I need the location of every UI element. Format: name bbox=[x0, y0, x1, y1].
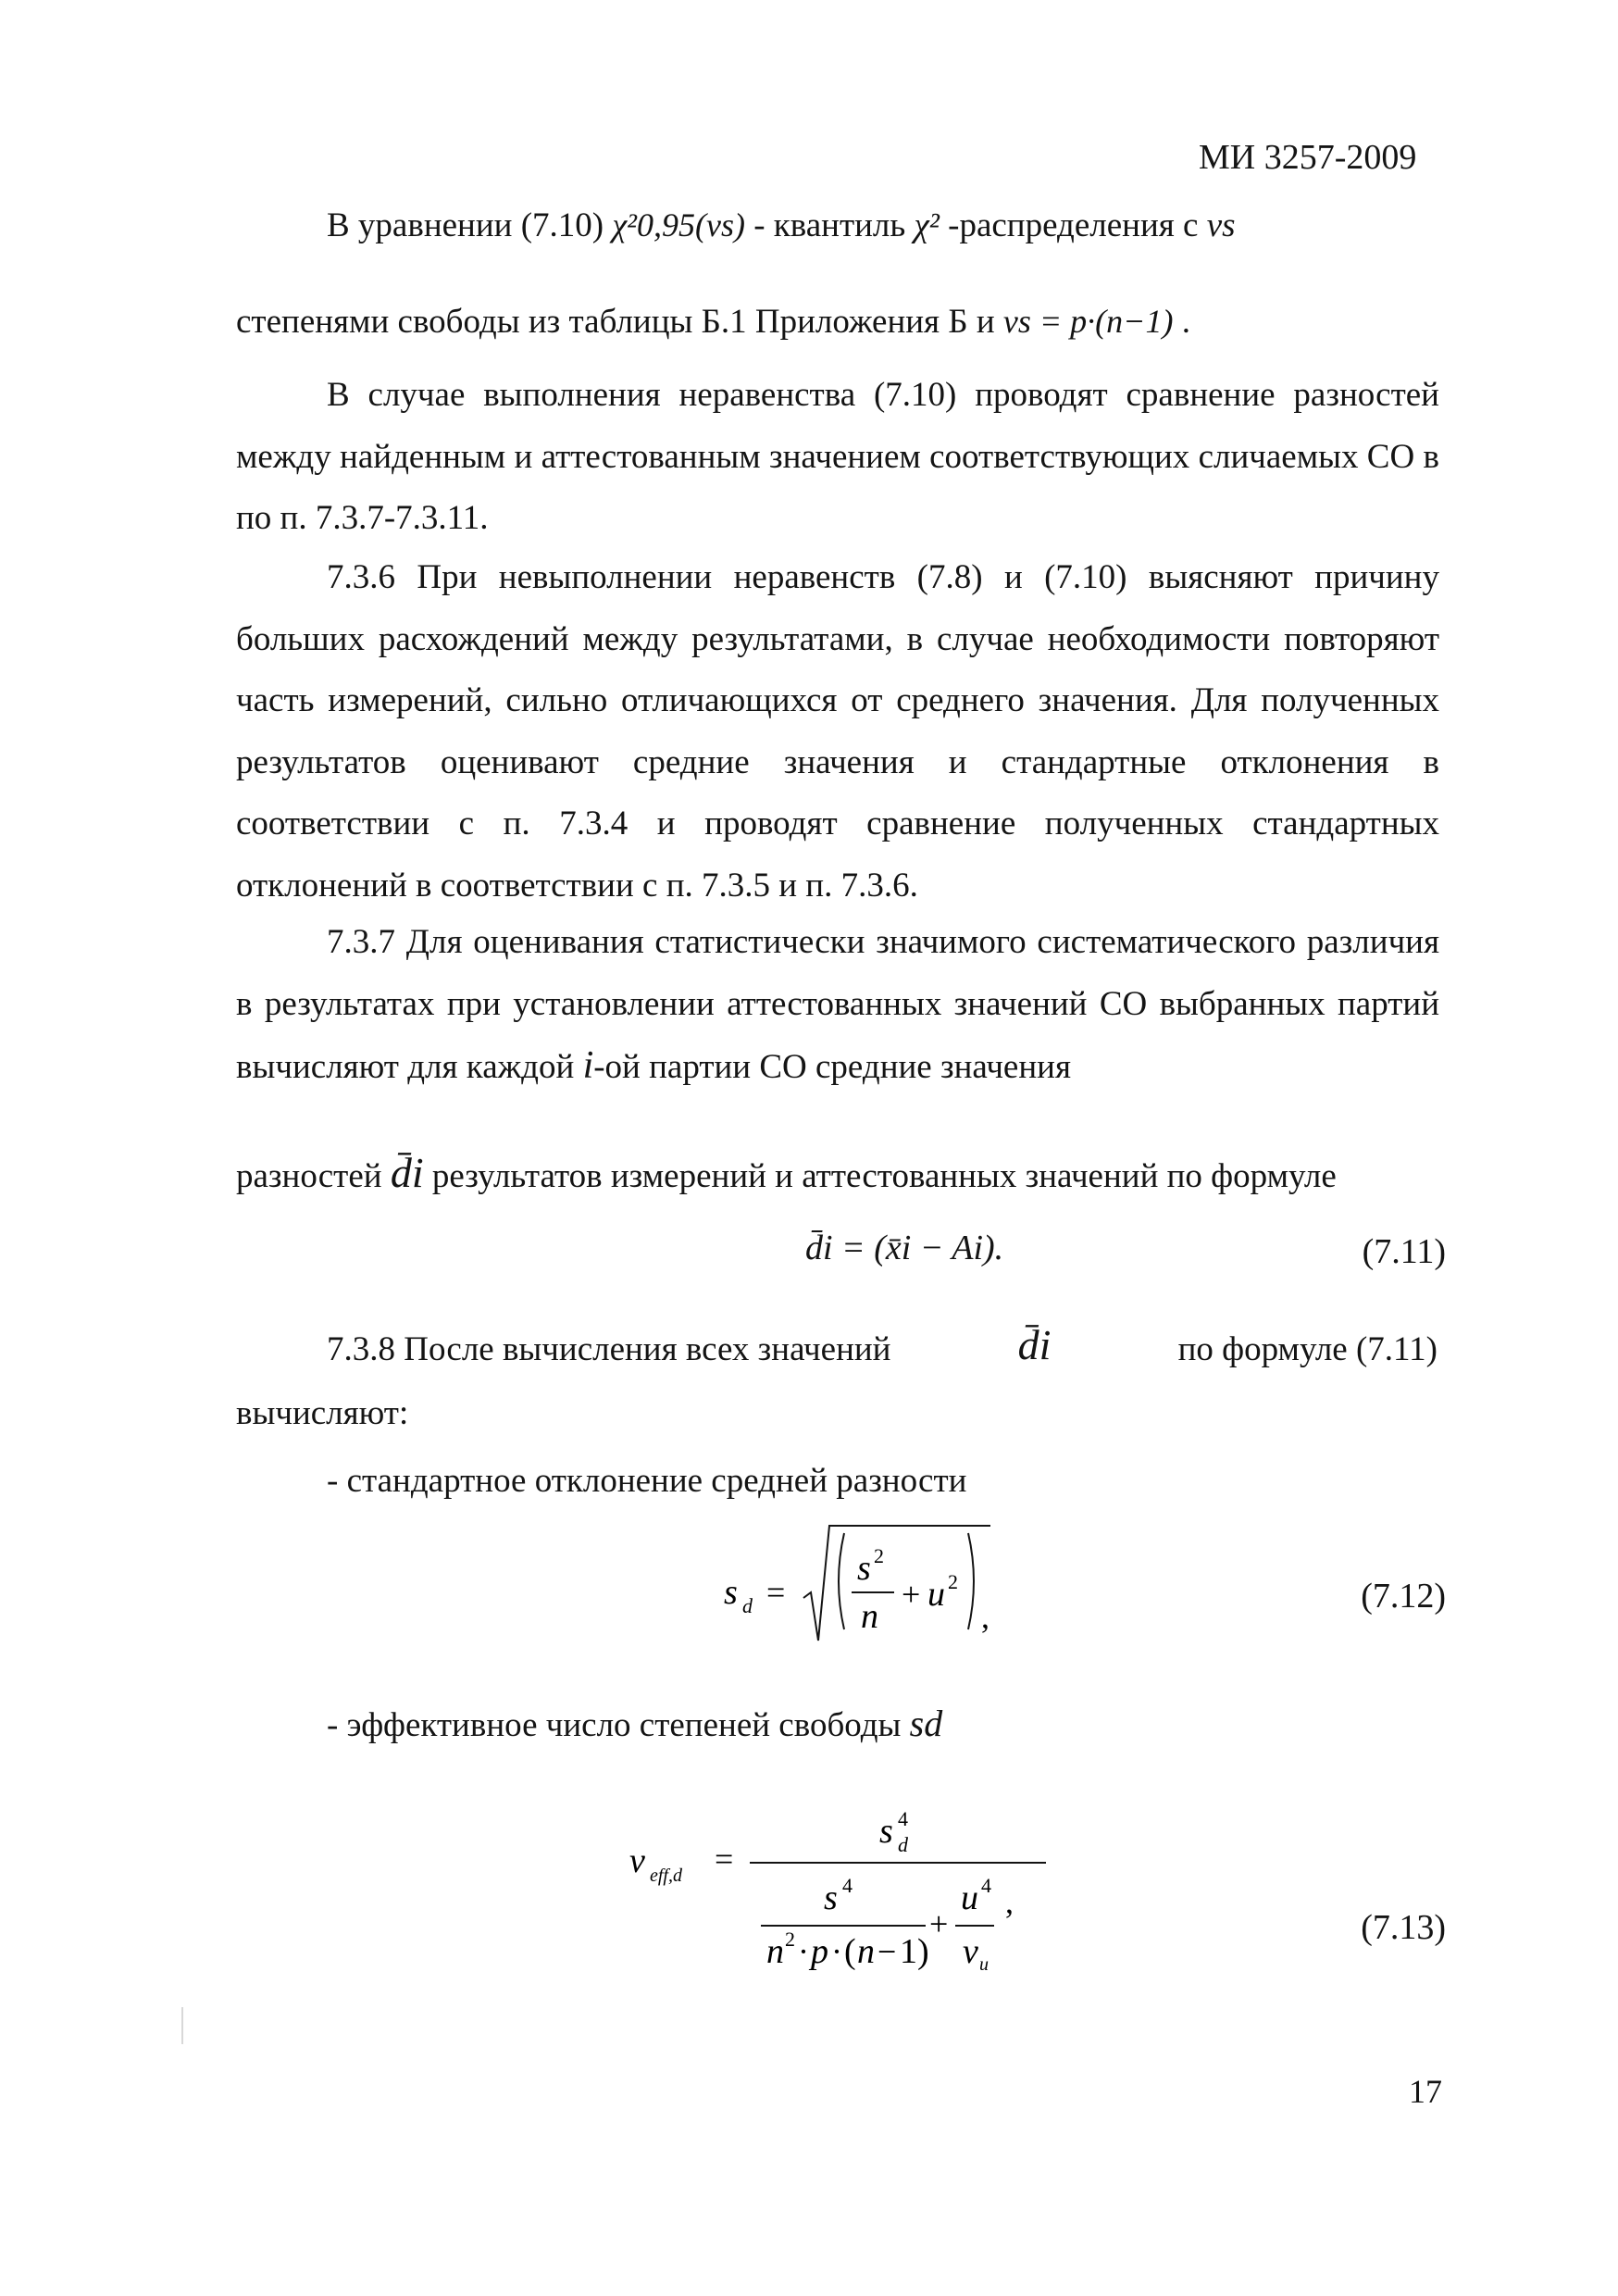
list-item-std-deviation: - стандартное отклонение средней разности bbox=[327, 1462, 967, 1500]
svg-text:=: = bbox=[766, 1574, 786, 1611]
text-segment: 7.3.8 После вычисления всех значений bbox=[327, 1330, 891, 1368]
paragraph-chi-quantile-line2 bbox=[236, 302, 1190, 342]
svg-text:ν: ν bbox=[629, 1841, 645, 1880]
paragraph-7-3-8 bbox=[327, 1321, 1438, 1369]
paragraph-chi-quantile bbox=[327, 206, 1438, 245]
text-segment: -ой партии СО средние значения bbox=[593, 1048, 1071, 1086]
equation-7-11: d̄i = (x̄i − Ai). bbox=[805, 1229, 1004, 1267]
svg-text:s: s bbox=[879, 1812, 893, 1851]
d-bar-symbol: d̄i bbox=[390, 1149, 424, 1196]
svg-text:n: n bbox=[857, 1932, 875, 1971]
svg-text:u: u bbox=[961, 1878, 978, 1917]
svg-text:d: d bbox=[898, 1833, 908, 1856]
svg-text:=: = bbox=[715, 1841, 734, 1878]
paragraph-7-3-8-line2: вычисляют: bbox=[236, 1394, 409, 1432]
svg-text:s: s bbox=[857, 1549, 871, 1588]
svg-text:+: + bbox=[902, 1576, 921, 1613]
svg-text:2: 2 bbox=[785, 1928, 795, 1951]
svg-text:(: ( bbox=[844, 1932, 856, 1971]
text-segment: разностей bbox=[236, 1157, 391, 1195]
equation-7-12 bbox=[713, 1515, 1018, 1663]
svg-text:n: n bbox=[766, 1932, 784, 1971]
svg-text:n: n bbox=[861, 1597, 878, 1636]
svg-text:s: s bbox=[824, 1878, 838, 1917]
text-segment: по формуле (7.11) bbox=[1177, 1330, 1438, 1368]
d-bar-symbol: d̄i bbox=[1017, 1321, 1052, 1368]
page-number: 17 bbox=[1409, 2073, 1442, 2110]
svg-text:+: + bbox=[929, 1905, 949, 1942]
text-segment: - эффективное число степеней свободы bbox=[327, 1706, 910, 1744]
list-item-effective-dof bbox=[327, 1702, 942, 1745]
svg-text:,: , bbox=[981, 1598, 989, 1635]
svg-text:4: 4 bbox=[898, 1807, 908, 1830]
i-symbol: i bbox=[582, 1044, 594, 1087]
text-segment: . bbox=[1181, 303, 1190, 341]
paragraph-7-3-7 bbox=[236, 912, 1439, 1099]
paragraph-7-3-7-line4 bbox=[236, 1148, 1337, 1197]
equation-number-7-12: (7.12) bbox=[1361, 1577, 1446, 1616]
text-segment: - квантиль bbox=[753, 206, 915, 244]
svg-text:·: · bbox=[798, 1933, 809, 1970]
svg-text:u: u bbox=[979, 1954, 989, 1975]
chi-symbol: χ² bbox=[914, 206, 940, 244]
svg-text:2: 2 bbox=[948, 1570, 958, 1593]
s-d-symbol: sd bbox=[909, 1703, 943, 1744]
text-segment: 7.3.7 Для оценивания статистически значимого систематического различия в результатах при установлении аттестованных значений СО выбранных партий вычисляют для каждой bbox=[236, 923, 1439, 1086]
svg-text:s: s bbox=[724, 1573, 738, 1612]
svg-text:ν: ν bbox=[963, 1932, 978, 1971]
text-segment: степенями свободы из таблицы Б.1 Приложения Б и bbox=[236, 303, 1003, 341]
document-code: МИ 3257-2009 bbox=[1199, 138, 1417, 177]
svg-text:2: 2 bbox=[874, 1544, 884, 1567]
svg-text:1): 1) bbox=[900, 1932, 929, 1971]
nu-s-formula: νs = p·(n−1) bbox=[1002, 303, 1174, 340]
text-segment: В уравнении (7.10) bbox=[327, 206, 613, 244]
svg-text:·: · bbox=[831, 1933, 842, 1970]
nu-s-symbol: νs bbox=[1206, 206, 1236, 244]
chi-quantile-symbol: χ²0,95(νs) bbox=[612, 206, 745, 243]
svg-text:p: p bbox=[811, 1932, 828, 1971]
equation-number-7-13: (7.13) bbox=[1361, 1908, 1446, 1947]
text-segment: результатов измерений и аттестованных значений по формуле bbox=[431, 1157, 1337, 1195]
paragraph-7-3-6: 7.3.6 При невыполнении неравенств (7.8) и (7.10) выясняют причину больших расхождений между результатами, в случае необходимости повторяют часть измерений, сильно отличающихся от среднего значения. Для полученных результатов оценивают средние значения и стандартные отклонения в соответствии с п. 7.3.4 и проводят сравнение полученных стандартных отклонений в соответствии с п. 7.3.5 и п. 7.3.6. bbox=[236, 558, 1439, 905]
text-segment: -распределения с bbox=[948, 206, 1207, 244]
svg-text:d: d bbox=[742, 1594, 753, 1617]
scan-mark bbox=[181, 2007, 183, 2044]
svg-text:,: , bbox=[1005, 1883, 1014, 1920]
svg-text:eff,d: eff,d bbox=[650, 1866, 682, 1886]
equation-number-7-11: (7.11) bbox=[1362, 1232, 1446, 1271]
svg-text:4: 4 bbox=[981, 1874, 991, 1897]
svg-text:4: 4 bbox=[842, 1874, 853, 1897]
equation-7-13 bbox=[611, 1778, 1092, 1981]
svg-text:−: − bbox=[877, 1933, 897, 1970]
svg-text:u: u bbox=[927, 1575, 945, 1614]
paragraph-comparison: В случае выполнения неравенства (7.10) проводят сравнение разностей между найденным и аттестованным значением соответствующих сличаемых СО в по п. 7.3.7-7.3.11. bbox=[236, 376, 1439, 537]
